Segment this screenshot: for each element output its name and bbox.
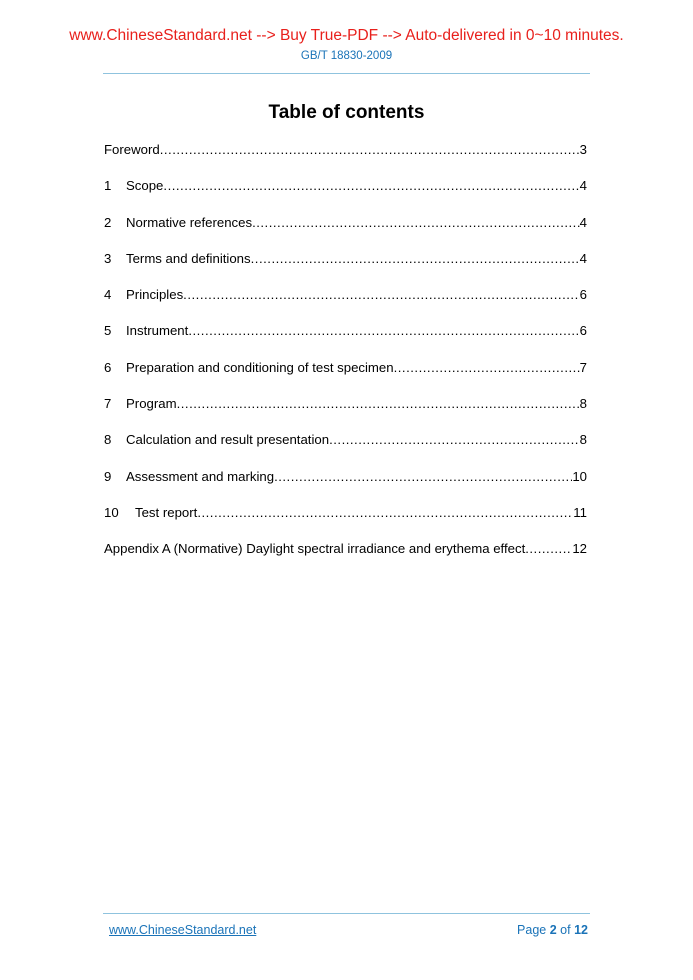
toc-entry-number: 3: [104, 250, 112, 266]
dot-leader: [188, 323, 579, 339]
table-of-contents: [104, 142, 587, 578]
toc-entry-title: Scope: [126, 178, 164, 194]
toc-entry-page: 6: [579, 287, 587, 303]
page-title: Table of contents: [268, 102, 425, 123]
toc-entry-program[interactable]: [104, 396, 587, 432]
page-indicator: [517, 923, 588, 937]
dot-leader: [183, 287, 579, 303]
toc-entry-page: 8: [579, 396, 587, 412]
dot-leader: [251, 251, 580, 267]
toc-entry-page: 4: [579, 250, 587, 266]
toc-entry-test-report[interactable]: [104, 505, 587, 541]
toc-entry-number: 10: [104, 504, 119, 520]
toc-entry-number: 4: [104, 287, 112, 303]
page-prefix: Page: [517, 923, 547, 937]
page-current: 2: [549, 923, 557, 937]
toc-entry-principles[interactable]: [104, 287, 587, 323]
dot-leader: [252, 215, 580, 231]
toc-entry-page: 7: [579, 359, 587, 375]
toc-entry-page: 11: [573, 504, 587, 520]
toc-entry-title: Principles: [126, 287, 184, 303]
toc-entry-page: 6: [579, 323, 587, 339]
dot-leader: [197, 505, 573, 521]
toc-entry-title: Test report: [135, 504, 198, 520]
toc-entry-scope[interactable]: [104, 178, 587, 214]
toc-entry-number: 6: [104, 359, 112, 375]
toc-entry-page: 8: [579, 432, 587, 448]
dot-leader: [274, 469, 572, 485]
toc-entry-title: Normative references: [126, 214, 253, 230]
dot-leader: [163, 178, 579, 194]
dot-leader: [160, 142, 580, 158]
toc-entry-title: Instrument: [126, 323, 189, 339]
header-divider: [103, 73, 590, 74]
dot-leader: [525, 541, 572, 557]
toc-entry-title: Assessment and marking: [126, 468, 275, 484]
document-number: GB/T 18830-2009: [300, 50, 393, 62]
toc-entry-calculation[interactable]: [104, 432, 587, 468]
toc-entry-number: 2: [104, 214, 112, 230]
toc-entry-page: 12: [572, 541, 587, 557]
toc-entry-number: 9: [104, 468, 112, 484]
toc-entry-terms-and-definitions[interactable]: [104, 251, 587, 287]
toc-entry-title: Foreword: [104, 142, 160, 157]
toc-entry-number: 7: [104, 396, 112, 412]
toc-entry-title: Preparation and conditioning of test specimen: [126, 359, 394, 375]
toc-entry-title: Calculation and result presentation: [126, 432, 330, 448]
toc-entry-number: 8: [104, 432, 112, 448]
header-banner-link[interactable]: www.ChineseStandard.net --> Buy True-PDF --> Auto-delivered in 0~10 minutes.: [69, 27, 624, 44]
toc-entry-title: Program: [126, 396, 177, 412]
toc-entry-preparation[interactable]: [104, 360, 587, 396]
toc-entry-appendix-a[interactable]: [104, 541, 587, 577]
dot-leader: [329, 432, 580, 448]
toc-entry-normative-references[interactable]: [104, 215, 587, 251]
toc-entry-page: 4: [579, 214, 587, 230]
toc-entry-title: Appendix A (Normative) Daylight spectral irradiance and erythema effect: [104, 541, 526, 557]
toc-entry-title: Terms and definitions: [126, 250, 251, 266]
dot-leader: [177, 396, 580, 412]
toc-entry-page: 4: [579, 178, 587, 194]
toc-entry-instrument[interactable]: [104, 323, 587, 359]
toc-entry-page: 10: [572, 468, 587, 484]
dot-leader: [394, 360, 580, 376]
toc-entry-number: 1: [104, 178, 112, 194]
toc-entry-page: 3: [579, 142, 587, 157]
footer-divider: [103, 913, 590, 914]
page-of: of: [560, 923, 571, 937]
toc-entry-number: 5: [104, 323, 112, 339]
toc-entry-assessment[interactable]: [104, 469, 587, 505]
page-total: 12: [574, 923, 588, 937]
footer-website-link[interactable]: www.ChineseStandard.net: [109, 923, 257, 937]
toc-entry-foreword[interactable]: [104, 142, 587, 178]
